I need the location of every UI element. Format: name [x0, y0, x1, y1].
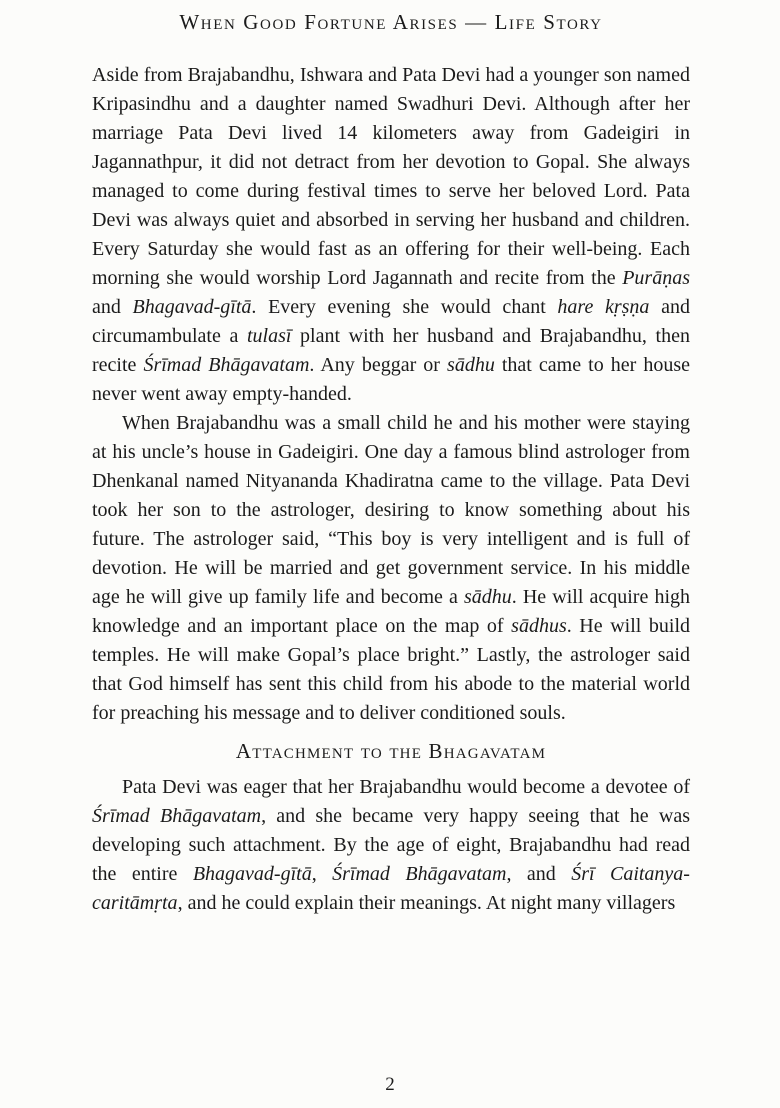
section-heading: Attachment to the Bhagavatam	[235, 739, 547, 763]
text-run: , and	[506, 863, 572, 885]
text-run: . Every evening she would chant	[251, 296, 558, 318]
italic-text-run: Śrīmad Bhāgavatam	[332, 863, 507, 885]
text-run: ,	[311, 863, 333, 885]
text-run: Aside from Brajabandhu, Ishwara and Pata Devi had a younger son named Kripasindhu and a daughter named Swadhuri Devi. Although after her marriage Pata Devi lived 14 kilometers away from Gadeigiri in Jagannathpur, it did not detract from her devotion to Gopal. She always managed to come during festival times to serve her beloved Lord. Pata Devi was always quiet and absorbed in serving her husband and children. Every Saturday she would fast as an offering for their well-being. Each morning she would worship Lord Jagannath and recite from the	[92, 64, 690, 289]
italic-text-run: Purāṇas	[622, 267, 690, 289]
text-run: , and he could explain their meanings. At night many villagers	[177, 892, 676, 914]
body-paragraph	[92, 409, 690, 728]
page-body	[92, 61, 690, 918]
text-run: Pata Devi was eager that her Brajabandhu would become a devotee of	[122, 776, 690, 798]
text-run: . He will acquire high knowledge and an important place on the map of	[92, 586, 690, 637]
body-paragraph	[92, 61, 690, 409]
italic-text-run: Śrīmad Bhāgavatam	[92, 805, 262, 827]
italic-text-run: tulasī	[246, 325, 292, 347]
body-paragraph	[92, 773, 690, 918]
text-run: , and she became very happy seeing that he was developing such attachment. By the age of eight, Brajabandhu had read the entire	[92, 805, 690, 885]
italic-text-run: Śrīmad Bhāgavatam	[143, 354, 310, 376]
text-run: . Any beggar or	[309, 354, 448, 376]
text-run: plant with her husband and Brajabandhu, then recite	[92, 325, 690, 376]
italic-text-run: Śrī Caitanya-caritāmṛta	[92, 863, 690, 914]
italic-text-run: Bhagavad-gītā	[192, 863, 312, 885]
italic-text-run: Bhagavad-gītā	[132, 296, 252, 318]
text-run: When Brajabandhu was a small child he and his mother were staying at his uncle’s house in Gadeigiri. One day a famous blind astrologer from Dhenkanal named Nityananda Khadiratna came to the village. Pata Devi took her son to the astrologer, desiring to know something about his future. The astrologer said, “This boy is very intelligent and is full of devotion. He will be married and get government service. In his middle age he will give up family life and become a	[92, 412, 690, 608]
text-run: that came to her house never went away empty-handed.	[92, 354, 691, 405]
text-run: and	[92, 296, 133, 318]
page-number: 2	[385, 1074, 395, 1095]
text-run: . He will build temples. He will make Gopal’s place bright.” Lastly, the astrologer said that God himself has sent this child from his abode to the material world for preaching his message and to deliver conditioned souls.	[92, 615, 691, 724]
italic-text-run: hare kṛṣṇa	[557, 296, 650, 318]
italic-text-run: sādhus	[511, 615, 567, 637]
running-header: When Good Fortune Arises — Life Story	[179, 10, 603, 34]
text-run: and circumambulate a	[92, 296, 690, 347]
italic-text-run: sādhu	[447, 354, 495, 376]
italic-text-run: sādhu	[463, 586, 512, 608]
